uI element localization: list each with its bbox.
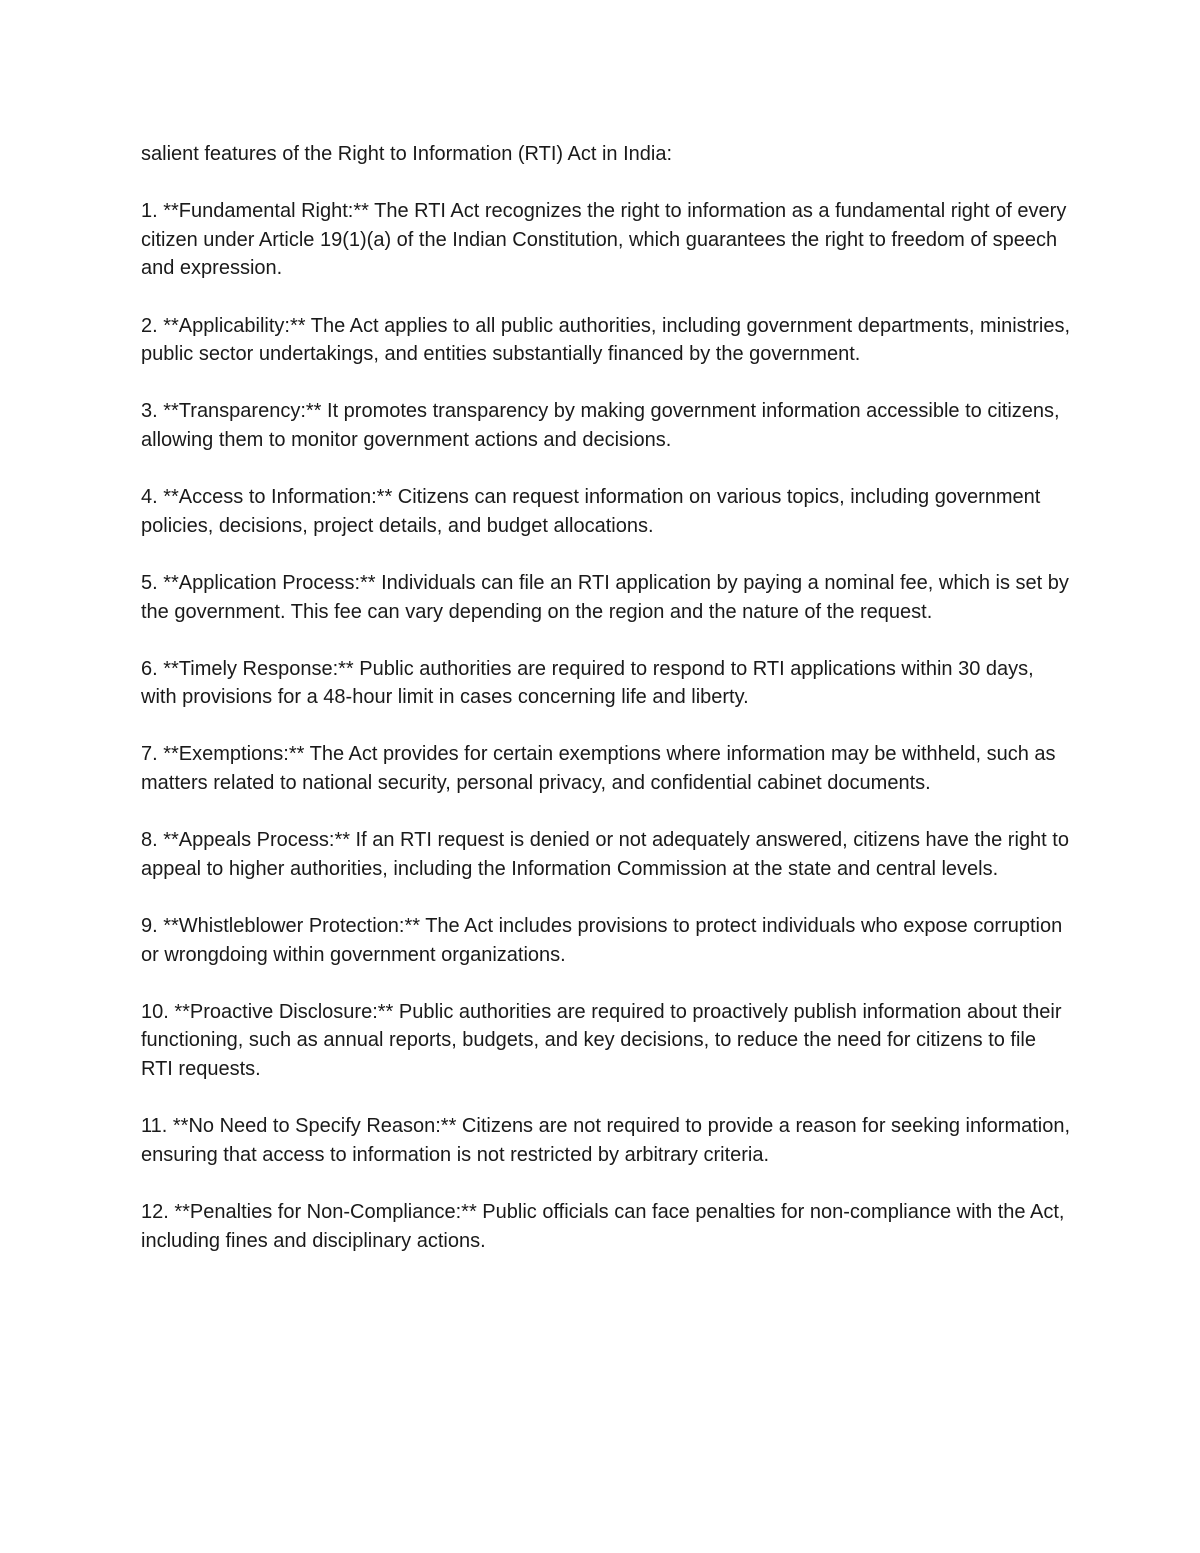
list-item: 3. **Transparency:** It promotes transparency by making government information accessible to citizens, allowing them to monitor government actions and decisions. xyxy=(141,400,1060,451)
list-item: 12. **Penalties for Non-Compliance:** Public officials can face penalties for non-compliance with the Act, including fines and disciplinary actions. xyxy=(141,1200,1065,1252)
list-item: 7. **Exemptions:** The Act provides for certain exemptions where information may be withheld, such as matters related to national security, personal privacy, and confidential cabinet documents. xyxy=(141,743,1056,795)
list-item: 4. **Access to Information:** Citizens can request information on various topics, including government policies, decisions, project details, and budget allocations. xyxy=(141,486,1041,537)
list-item: 9. **Whistleblower Protection:** The Act includes provisions to protect individuals who expose corruption or wrongdoing within government organizations. xyxy=(141,915,1063,966)
list-item: 5. **Application Process:** Individuals can file an RTI application by paying a nominal fee, which is set by the government. This fee can vary depending on the region and the nature of the request. xyxy=(141,571,1069,623)
list-item: 10. **Proactive Disclosure:** Public authorities are required to proactively publish information about their functioning, such as annual reports, budgets, and key decisions, to reduce the need for citizens to file RTI requests. xyxy=(141,1000,1062,1080)
list-item: 1. **Fundamental Right:** The RTI Act recognizes the right to information as a fundamental right of every citizen under Article 19(1)(a) of the Indian Constitution, which guarantees the right to freedom of speech and expression. xyxy=(141,200,1067,280)
document-intro: salient features of the Right to Information (RTI) Act in India: xyxy=(141,143,673,165)
list-item: 11. **No Need to Specify Reason:** Citizens are not required to provide a reason for seeking information, ensuring that access to information is not restricted by arbitrary criteria. xyxy=(141,1115,1071,1166)
document-body xyxy=(141,140,1071,1255)
list-item: 2. **Applicability:** The Act applies to all public authorities, including government departments, ministries, public sector undertakings, and entities substantially financed by the government. xyxy=(141,314,1071,366)
list-item: 8. **Appeals Process:** If an RTI request is denied or not adequately answered, citizens have the right to appeal to higher authorities, including the Information Commission at the state and central levels. xyxy=(141,829,1069,880)
list-item: 6. **Timely Response:** Public authorities are required to respond to RTI applications within 30 days, with provisions for a 48-hour limit in cases concerning life and liberty. xyxy=(141,657,1034,709)
